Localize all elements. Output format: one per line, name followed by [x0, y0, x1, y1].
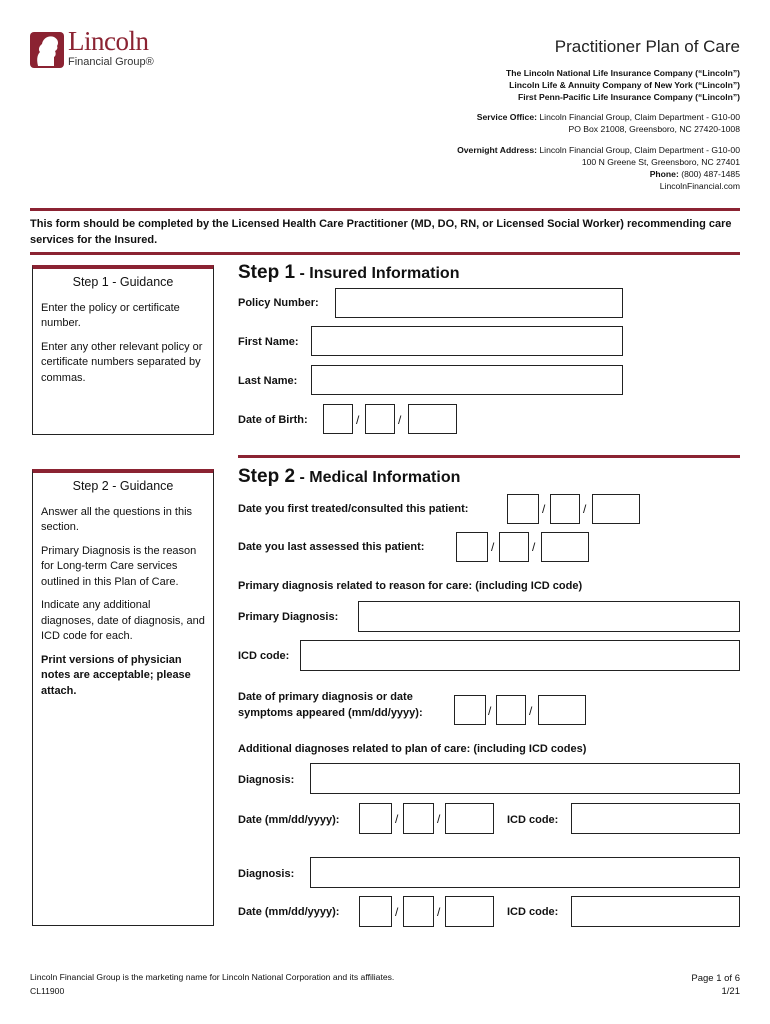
last-assessed-day-input[interactable] — [499, 532, 529, 562]
last-assessed-year-input[interactable] — [541, 532, 589, 562]
dob-label: Date of Birth: — [238, 414, 308, 426]
service-office-line2: PO Box 21008, Greensboro, NC 27420-1008 — [568, 124, 740, 134]
footer — [30, 970, 394, 998]
diagnosis-2-icd-input[interactable] — [571, 896, 740, 927]
step1-guidance-p1: Enter the policy or certificate number. — [41, 301, 180, 329]
page-info — [691, 972, 740, 998]
primary-heading: Primary diagnosis related to reason for care: (including ICD code) — [238, 580, 583, 592]
date-primary-day-input[interactable] — [496, 695, 526, 725]
first-treated-label: Date you first treated/consulted this patient: — [238, 503, 469, 515]
first-treated-month-input[interactable] — [507, 494, 539, 524]
diagnosis-1-month-input[interactable] — [359, 803, 392, 834]
lincoln-profile-icon — [30, 30, 64, 70]
step2-guidance-p4: Print versions of physician notes are acceptable; please attach. — [41, 653, 191, 697]
date-separator: / — [395, 812, 399, 826]
date-separator: / — [542, 502, 546, 516]
diagnosis-label: Diagnosis: — [238, 868, 295, 880]
logo-subtitle: Financial Group® — [68, 56, 154, 68]
service-office-line1: Lincoln Financial Group, Claim Department - G10-00 — [539, 112, 740, 122]
phone-label: Phone: — [649, 169, 679, 179]
step2-title — [238, 466, 460, 488]
intro-divider — [30, 252, 740, 255]
diagnosis-2-month-input[interactable] — [359, 896, 392, 927]
service-office — [477, 111, 740, 135]
diagnosis-1-day-input[interactable] — [403, 803, 434, 834]
step2-guidance-p3: Indicate any additional diagnoses, date of diagnosis, and ICD code for each. — [41, 599, 205, 642]
intro-text: This form should be completed by the Licensed Health Care Practitioner (MD, DO, RN, or Licensed Social Worker) recommending care services for the Insured. — [30, 218, 732, 246]
phone-number: (800) 487-1485 — [681, 169, 740, 179]
step2-guidance-box — [32, 469, 214, 926]
date-separator: / — [398, 413, 402, 427]
step1-guidance-p2: Enter any other relevant policy or certificate numbers separated by commas. — [41, 340, 203, 384]
date-separator: / — [583, 502, 587, 516]
date-primary-label-line2: symptoms appeared (mm/dd/yyyy): — [238, 707, 423, 719]
step2-title-step: Step 2 — [238, 466, 296, 487]
date-separator: / — [529, 704, 533, 718]
diagnosis-label: Diagnosis: — [238, 774, 295, 786]
date-primary-label-line1: Date of primary diagnosis or date — [238, 691, 413, 703]
logo-wordmark: Lincoln — [68, 26, 149, 56]
step2-guidance-p2: Primary Diagnosis is the reason for Long-term Care services outlined in this Plan of Care. — [41, 544, 197, 588]
diagnosis-2-day-input[interactable] — [403, 896, 434, 927]
primary-dx-label: Primary Diagnosis: — [238, 611, 339, 623]
diagnosis-2-input[interactable] — [310, 857, 740, 888]
date-separator: / — [437, 905, 441, 919]
date-separator: / — [488, 704, 492, 718]
last-name-input[interactable] — [311, 365, 623, 395]
step2-divider — [238, 455, 740, 458]
website[interactable]: LincolnFinancial.com — [659, 181, 740, 191]
additional-heading: Additional diagnoses related to plan of care: (including ICD codes) — [238, 743, 587, 755]
icd-code-label: ICD code: — [507, 814, 559, 826]
step2-title-rest: - Medical Information — [295, 469, 461, 486]
first-treated-year-input[interactable] — [592, 494, 640, 524]
first-name-input[interactable] — [311, 326, 623, 356]
primary-dx-input[interactable] — [358, 601, 740, 632]
date-separator: / — [356, 413, 360, 427]
company-line: The Lincoln National Life Insurance Company (“Lincoln”) — [506, 68, 740, 78]
date-primary-month-input[interactable] — [454, 695, 486, 725]
overnight-address — [457, 144, 740, 192]
step2-guidance-title: Step 2 - Guidance — [72, 479, 174, 493]
page-number: Page 1 of 6 — [691, 973, 740, 984]
overnight-label: Overnight Address: — [457, 145, 537, 155]
icd-input[interactable] — [300, 640, 740, 671]
date-label: Date (mm/dd/yyyy): — [238, 906, 340, 918]
step1-title — [238, 262, 459, 284]
date-separator: / — [491, 540, 495, 554]
date-separator: / — [532, 540, 536, 554]
service-office-label: Service Office: — [476, 112, 537, 122]
last-name-label: Last Name: — [238, 375, 298, 387]
dob-year-input[interactable] — [408, 404, 457, 434]
revision-date: 1/21 — [721, 986, 740, 997]
page-title: Practitioner Plan of Care — [554, 37, 740, 56]
date-label: Date (mm/dd/yyyy): — [238, 814, 340, 826]
diagnosis-2-year-input[interactable] — [445, 896, 494, 927]
policy-number-input[interactable] — [335, 288, 623, 318]
diagnosis-1-icd-input[interactable] — [571, 803, 740, 834]
company-line: First Penn-Pacific Life Insurance Company (“Lincoln”) — [517, 92, 740, 102]
step1-guidance-title: Step 1 - Guidance — [72, 275, 174, 289]
diagnosis-1-input[interactable] — [310, 763, 740, 794]
header-divider — [30, 208, 740, 211]
dob-day-input[interactable] — [365, 404, 395, 434]
step1-title-step: Step 1 — [238, 262, 296, 283]
first-treated-day-input[interactable] — [550, 494, 580, 524]
last-assessed-month-input[interactable] — [456, 532, 488, 562]
date-primary-year-input[interactable] — [538, 695, 586, 725]
company-list — [506, 67, 740, 103]
company-line: Lincoln Life & Annuity Company of New York (“Lincoln”) — [509, 80, 740, 90]
icd-code-label: ICD code: — [507, 906, 559, 918]
last-assessed-label: Date you last assessed this patient: — [238, 541, 425, 553]
date-separator: / — [437, 812, 441, 826]
step1-title-rest: - Insured Information — [295, 265, 460, 282]
form-id: CL11900 — [30, 986, 65, 996]
first-name-label: First Name: — [238, 336, 299, 348]
overnight-line2: 100 N Greene St, Greensboro, NC 27401 — [581, 157, 740, 167]
overnight-line1: Lincoln Financial Group, Claim Department - G10-00 — [539, 145, 740, 155]
step2-guidance-p1: Answer all the questions in this section. — [41, 505, 193, 533]
date-primary-label — [238, 689, 423, 721]
step1-guidance-box — [32, 265, 214, 435]
footer-note: Lincoln Financial Group is the marketing name for Lincoln National Corporation and its affiliates. — [30, 972, 395, 982]
policy-number-label: Policy Number: — [238, 297, 319, 309]
icd-label: ICD code: — [238, 650, 290, 662]
dob-month-input[interactable] — [323, 404, 353, 434]
diagnosis-1-year-input[interactable] — [445, 803, 494, 834]
date-separator: / — [395, 905, 399, 919]
lincoln-logo — [30, 26, 180, 75]
